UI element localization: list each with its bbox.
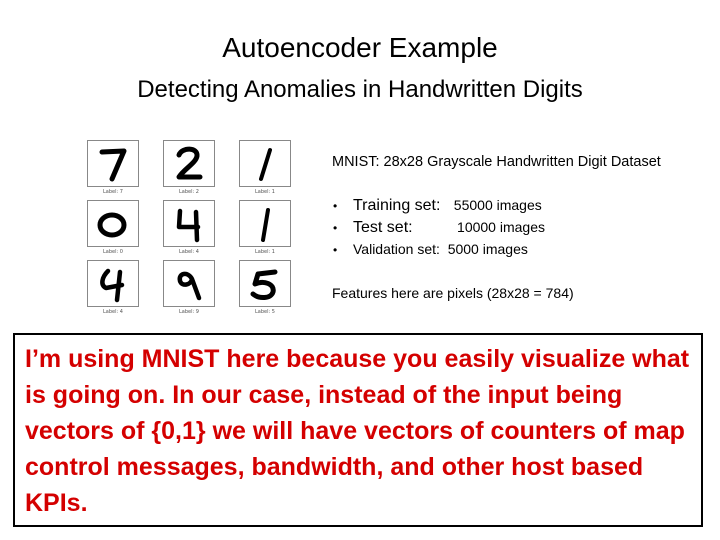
digit-label: Label: 1	[255, 249, 275, 255]
digit-cell	[238, 260, 292, 317]
dataset-heading: MNIST: 28x28 Grayscale Handwritten Digit Dataset	[332, 154, 661, 170]
list-item	[333, 194, 545, 216]
digit-image	[87, 200, 139, 247]
digit-cell	[162, 140, 216, 197]
dataset-split-list	[333, 194, 545, 260]
digit-label: Label: 9	[179, 309, 199, 315]
digit-cell	[86, 200, 140, 257]
bullet-value: 55000 images	[453, 197, 542, 213]
bullet-icon: •	[333, 199, 338, 213]
slide-subtitle: Detecting Anomalies in Handwritten Digits	[137, 76, 583, 103]
digit-label: Label: 2	[179, 189, 199, 195]
bullet-icon: •	[333, 221, 338, 235]
digit-cell	[238, 200, 292, 257]
digit-cell	[86, 260, 140, 317]
bullet-value: 10000 images	[457, 219, 545, 235]
digit-image	[163, 200, 215, 247]
bullet-icon: •	[333, 243, 338, 257]
digit-cell	[162, 200, 216, 257]
bullet-key: Validation set:	[353, 241, 440, 257]
digit-label: Label: 4	[179, 249, 199, 255]
list-item	[333, 238, 545, 260]
features-note: Features here are pixels (28x28 = 784)	[332, 285, 574, 301]
bullet-key: Test set:	[353, 219, 413, 236]
callout-box	[13, 333, 703, 527]
bullet-value: 5000 images	[447, 241, 528, 257]
slide-title: Autoencoder Example	[222, 32, 498, 63]
digit-image	[87, 260, 139, 307]
mnist-digit-grid	[86, 140, 292, 317]
digit-label: Label: 0	[103, 249, 123, 255]
digit-image	[163, 260, 215, 307]
bullet-key: Training set:	[353, 197, 441, 214]
digit-cell	[238, 140, 292, 197]
digit-image	[163, 140, 215, 187]
digit-cell	[86, 140, 140, 197]
digit-image	[239, 140, 291, 187]
list-item	[333, 216, 545, 238]
callout-text: I’m using MNIST here because you easily visualize what is going on. In our case, instead of the input being vectors of {0,1} we will have vectors of counters of map control messages, bandwidth, and other host based KPIs.	[25, 345, 690, 517]
digit-image	[87, 140, 139, 187]
digit-label: Label: 5	[255, 309, 275, 315]
digit-image	[239, 200, 291, 247]
digit-image	[239, 260, 291, 307]
digit-label: Label: 4	[103, 309, 123, 315]
digit-cell	[162, 260, 216, 317]
digit-label: Label: 1	[255, 189, 275, 195]
digit-label: Label: 7	[103, 189, 123, 195]
